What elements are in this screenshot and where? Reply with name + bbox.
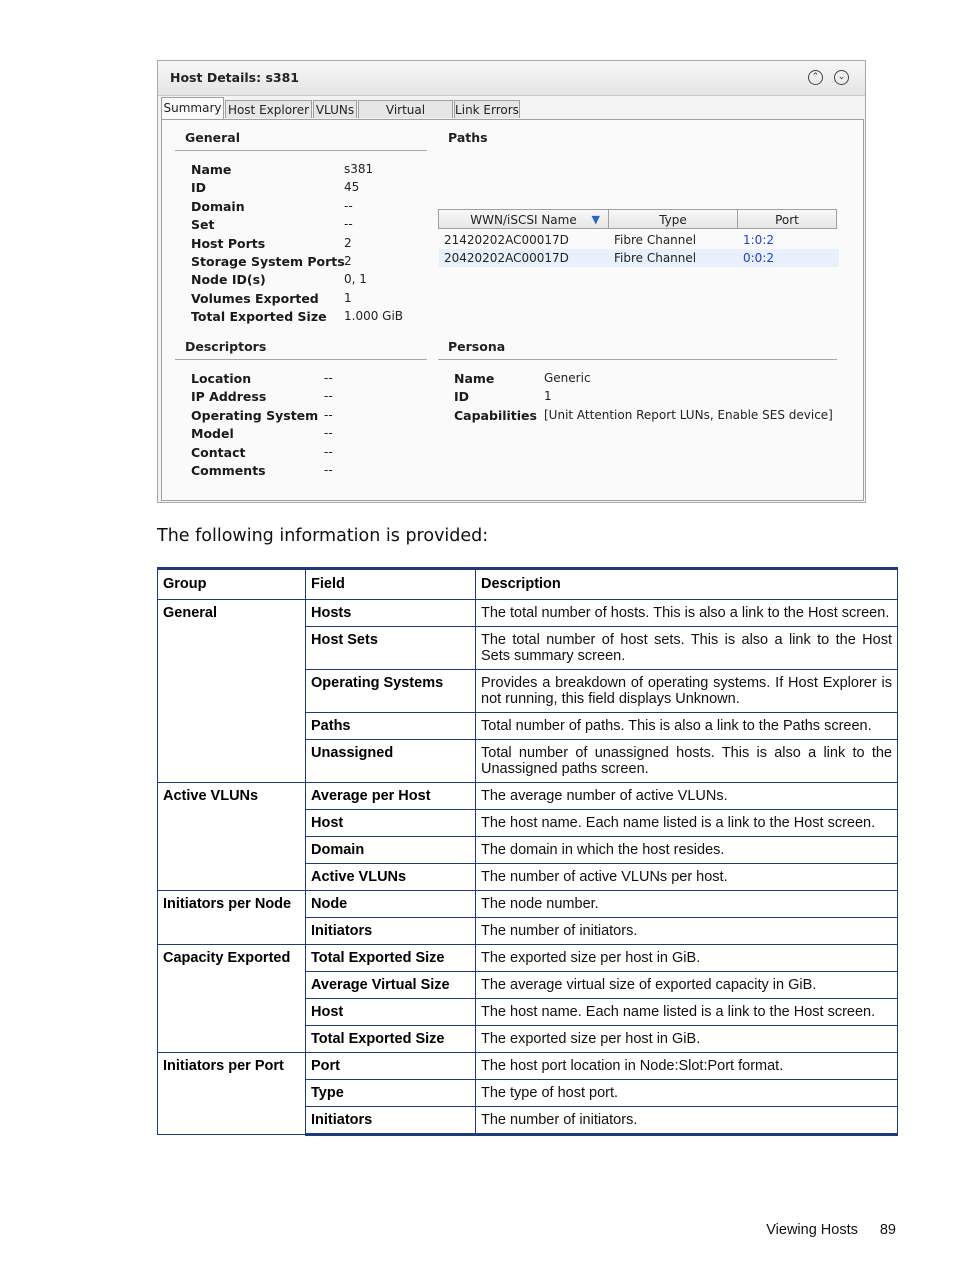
group-cell: Initiators per Port <box>158 1053 306 1135</box>
general-heading: General <box>185 130 240 145</box>
persona-heading: Persona <box>448 339 506 354</box>
descriptor-label: Model <box>191 426 234 442</box>
descriptor-label: Location <box>191 371 252 386</box>
group-cell: Initiators per Node <box>158 891 306 945</box>
descriptor-value: -- <box>324 444 333 459</box>
description-cell: The type of host port. <box>476 1080 898 1107</box>
footer-section: Viewing Hosts <box>766 1222 858 1238</box>
tab-virtual-volumes[interactable]: Virtual <box>358 100 453 118</box>
host-details-panel <box>157 60 866 503</box>
descriptors-divider <box>175 359 427 360</box>
description-cell: The host name. Each name listed is a link to the Host screen. <box>476 999 898 1026</box>
field-cell: Port <box>306 1053 476 1080</box>
general-label: Domain <box>191 198 245 214</box>
col-wwn-name[interactable] <box>438 209 609 229</box>
path-port-link[interactable]: 0:0:2 <box>743 251 774 265</box>
header-description: Description <box>476 569 898 600</box>
field-cell: Host <box>306 810 476 837</box>
general-value: 45 <box>344 180 360 195</box>
page-footer <box>766 1222 896 1238</box>
field-cell: Host Sets <box>306 627 476 670</box>
general-value: 1 <box>344 290 352 305</box>
collapse-down-icon[interactable]: ⌄ <box>834 70 849 85</box>
table-row <box>158 891 898 918</box>
general-label: Host Ports <box>191 235 266 251</box>
description-cell: The number of initiators. <box>476 918 898 945</box>
col-wwn-label: WWN/iSCSI Name <box>470 213 577 227</box>
descriptor-value: -- <box>324 407 333 422</box>
tab-vluns[interactable]: VLUNs <box>313 100 357 118</box>
page-number: 89 <box>879 1222 896 1238</box>
description-cell: Total number of unassigned hosts. This is also a link to the Unassigned paths screen. <box>476 740 898 783</box>
field-cell: Type <box>306 1080 476 1107</box>
field-cell: Paths <box>306 713 476 740</box>
descriptor-label: Comments <box>191 463 266 478</box>
path-port-link[interactable]: 1:0:2 <box>743 233 774 247</box>
paths-heading: Paths <box>448 130 488 145</box>
tab-link-errors[interactable]: Link Errors <box>454 100 520 118</box>
info-table <box>157 567 898 1136</box>
descriptor-value: -- <box>324 371 333 385</box>
header-group: Group <box>158 569 306 600</box>
path-wwn: 21420202AC00017D <box>444 233 569 247</box>
field-cell: Initiators <box>306 918 476 945</box>
description-cell: The average virtual size of exported capacity in GiB. <box>476 972 898 999</box>
field-cell: Initiators <box>306 1107 476 1135</box>
field-cell: Host <box>306 999 476 1026</box>
persona-label: ID <box>454 389 470 405</box>
persona-label: Name <box>454 371 495 386</box>
table-row <box>158 945 898 972</box>
descriptor-value: -- <box>324 463 333 477</box>
descriptors-heading: Descriptors <box>185 339 267 354</box>
summary-content <box>161 119 864 501</box>
general-label: Set <box>191 217 215 233</box>
field-cell: Total Exported Size <box>306 1026 476 1053</box>
panel-header <box>158 61 865 96</box>
general-value: 2 <box>344 235 352 250</box>
table-header-row <box>158 569 898 600</box>
description-cell: The node number. <box>476 891 898 918</box>
collapse-up-icon[interactable]: ⌃ <box>808 70 823 85</box>
field-cell: Node <box>306 891 476 918</box>
general-value: s381 <box>344 162 374 176</box>
description-cell: The domain in which the host resides. <box>476 837 898 864</box>
descriptor-label: IP Address <box>191 389 267 405</box>
general-label: Volumes Exported <box>191 290 319 306</box>
description-cell: The host port location in Node:Slot:Port format. <box>476 1053 898 1080</box>
field-cell: Unassigned <box>306 740 476 783</box>
general-value: 1.000 GiB <box>344 309 404 324</box>
tab-host-explorer[interactable]: Host Explorer <box>225 100 312 118</box>
general-label: Name <box>191 162 232 177</box>
general-divider <box>175 150 427 151</box>
description-cell: The total number of hosts. This is also a link to the Host screen. <box>476 600 898 627</box>
path-type: Fibre Channel <box>614 251 697 265</box>
group-cell: General <box>158 600 306 783</box>
col-port[interactable]: Port <box>737 209 837 229</box>
path-wwn: 20420202AC00017D <box>444 251 569 265</box>
descriptor-value: -- <box>324 426 333 441</box>
header-field: Field <box>306 569 476 600</box>
table-row <box>158 600 898 627</box>
description-cell: The exported size per host in GiB. <box>476 945 898 972</box>
general-value: 0, 1 <box>344 272 367 287</box>
tab-summary[interactable]: Summary <box>161 97 224 119</box>
description-cell: The number of active VLUNs per host. <box>476 864 898 891</box>
field-cell: Total Exported Size <box>306 945 476 972</box>
col-type[interactable]: Type <box>608 209 738 229</box>
general-label: Storage System Ports <box>191 254 345 269</box>
path-type: Fibre Channel <box>614 233 697 247</box>
descriptor-value: -- <box>324 389 333 404</box>
description-cell: The total number of host sets. This is also a link to the Host Sets summary screen. <box>476 627 898 670</box>
description-cell: Total number of paths. This is also a link to the Paths screen. <box>476 713 898 740</box>
general-label: ID <box>191 180 207 196</box>
persona-value: [Unit Attention Report LUNs, Enable SES device] <box>544 407 833 422</box>
descriptor-label: Operating System <box>191 407 319 423</box>
description-cell: The number of initiators. <box>476 1107 898 1135</box>
general-value: 2 <box>344 254 352 268</box>
persona-value: 1 <box>544 389 552 404</box>
field-cell: Hosts <box>306 600 476 627</box>
table-row <box>158 783 898 810</box>
persona-label: Capabilities <box>454 407 537 423</box>
field-cell: Operating Systems <box>306 670 476 713</box>
field-cell: Average Virtual Size <box>306 972 476 999</box>
description-cell: Provides a breakdown of operating systems. If Host Explorer is not running, this field displays Unknown. <box>476 670 898 713</box>
persona-divider <box>438 359 837 360</box>
general-value: -- <box>344 198 353 213</box>
path-row[interactable] <box>439 231 839 249</box>
table-row <box>158 1053 898 1080</box>
field-cell: Average per Host <box>306 783 476 810</box>
general-value: -- <box>344 217 353 232</box>
field-cell: Domain <box>306 837 476 864</box>
path-row[interactable] <box>439 249 839 267</box>
description-cell: The average number of active VLUNs. <box>476 783 898 810</box>
descriptor-label: Contact <box>191 444 246 460</box>
description-cell: The host name. Each name listed is a link to the Host screen. <box>476 810 898 837</box>
sort-desc-icon: ▼ <box>591 213 600 226</box>
general-label: Total Exported Size <box>191 309 327 325</box>
intro-text: The following information is provided: <box>157 526 489 546</box>
general-label: Node ID(s) <box>191 272 266 288</box>
group-cell: Active VLUNs <box>158 783 306 891</box>
persona-value: Generic <box>544 371 591 385</box>
group-cell: Capacity Exported <box>158 945 306 1053</box>
field-cell: Active VLUNs <box>306 864 476 891</box>
description-cell: The exported size per host in GiB. <box>476 1026 898 1053</box>
panel-title: Host Details: s381 <box>170 70 299 85</box>
